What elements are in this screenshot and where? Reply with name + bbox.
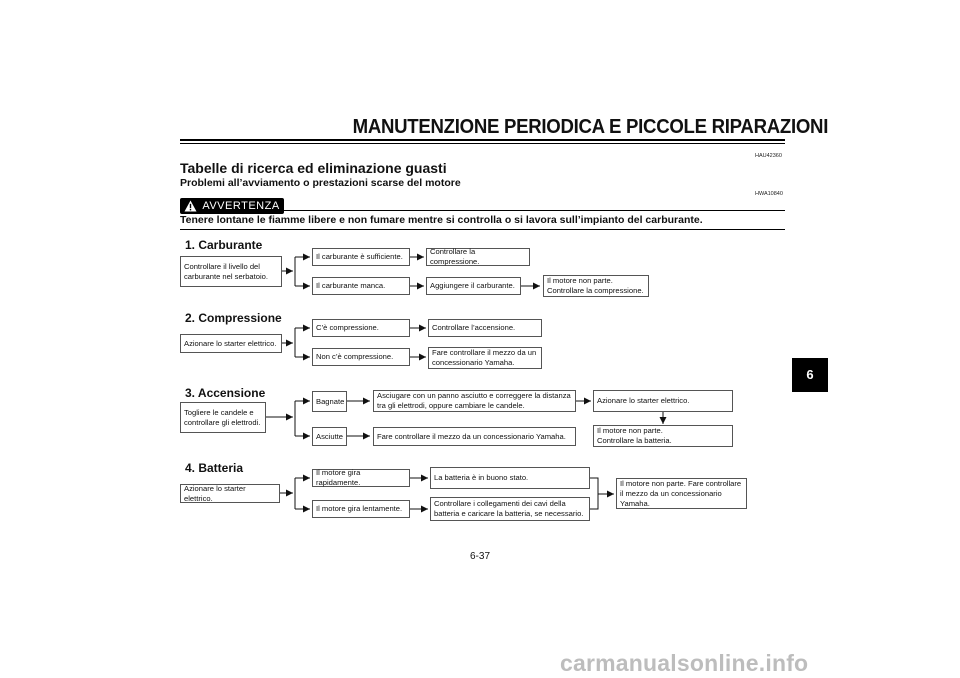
- ignition-dry-action-box: Fare controllare il mezzo da un concessionario Yamaha.: [373, 427, 576, 446]
- section-code: HAU42360: [755, 153, 782, 159]
- ignition-wet-action-box: Asciugare con un panno asciutto e correggere la distanza tra gli elettrodi, oppure cambiare le candele.: [373, 390, 576, 412]
- watermark: carmanualsonline.info: [560, 650, 809, 676]
- fuel-bad-action-box: Aggiungere il carburante.: [426, 277, 521, 295]
- ignition-wet-result-box: Il motore non parte. Controllare la batteria.: [593, 425, 733, 447]
- warning-text: Tenere lontane le fiamme libere e non fumare mentre si controlla o si lavora sull’impianto del carburante.: [180, 214, 703, 226]
- battery-slow-action-box: Controllare i collegamenti dei cavi della batteria e caricare la batteria, se necessario.: [430, 497, 590, 521]
- battery-fast-action-box: La batteria è in buono stato.: [430, 467, 590, 489]
- fuel-bad-result-box: Il motore non parte. Controllare la compressione.: [543, 275, 649, 297]
- compression-bad-action-box: Fare controllare il mezzo da un concessionario Yamaha.: [428, 347, 542, 369]
- battery-start-box: Azionare lo starter elettrico.: [180, 484, 280, 503]
- compression-bad-box: Non c’è compressione.: [312, 348, 410, 366]
- flowchart-title-fuel: 1. Carburante: [185, 238, 263, 252]
- ignition-start-box: Togliere le candele e controllare gli elettrodi.: [180, 402, 266, 433]
- ignition-dry-box: Asciutte: [312, 427, 347, 446]
- fuel-ok-box: Il carburante è sufficiente.: [312, 248, 410, 266]
- warning-code: HWA10840: [755, 191, 783, 197]
- ignition-wet-box: Bagnate: [312, 391, 347, 412]
- ignition-wet-next-box: Azionare lo starter elettrico.: [593, 390, 733, 412]
- flowchart-title-compression: 2. Compressione: [185, 311, 282, 325]
- flowchart-title-battery: 4. Batteria: [185, 461, 244, 475]
- compression-ok-action-box: Controllare l’accensione.: [428, 319, 542, 337]
- fuel-ok-action-box: Controllare la compressione.: [426, 248, 530, 266]
- chapter-tab: 6: [792, 358, 828, 392]
- fuel-bad-box: Il carburante manca.: [312, 277, 410, 295]
- page-number: 6-37: [469, 551, 490, 562]
- section-title: Tabelle di ricerca ed eliminazione guasti: [180, 160, 447, 176]
- battery-fast-box: Il motore gira rapidamente.: [312, 469, 410, 487]
- battery-slow-box: Il motore gira lentamente.: [312, 500, 410, 518]
- fuel-start-box: Controllare il livello del carburante nel serbatoio.: [180, 256, 282, 287]
- flowchart-title-ignition: 3. Accensione: [185, 386, 266, 400]
- compression-ok-box: C’è compressione.: [312, 319, 410, 337]
- section-subtitle: Problemi all’avviamento o prestazioni scarse del motore: [180, 177, 461, 189]
- battery-result-box: Il motore non parte. Fare controllare il mezzo da un concessionario Yamaha.: [616, 478, 747, 509]
- page-title: MANUTENZIONE PERIODICA E PICCOLE RIPARAZIONI: [352, 116, 829, 138]
- compression-start-box: Azionare lo starter elettrico.: [180, 334, 282, 353]
- warning-label: AVVERTENZA: [202, 200, 280, 212]
